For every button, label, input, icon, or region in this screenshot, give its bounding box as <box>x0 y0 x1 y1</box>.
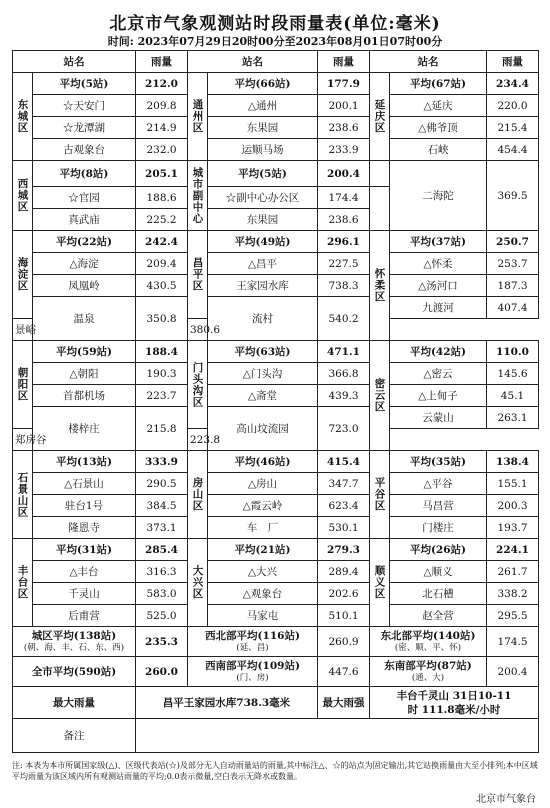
station-header: 站名 <box>188 51 318 73</box>
district-average: 平均(67站) <box>390 73 487 95</box>
table-row <box>13 341 539 363</box>
rainfall-value: 316.3 <box>136 561 188 583</box>
station-name: △佛爷顶 <box>390 117 487 139</box>
rainfall-value: 250.7 <box>487 231 539 253</box>
district-label: 大兴区 <box>188 539 208 627</box>
station-name: △霞云岭 <box>208 495 318 517</box>
rainfall-value: 439.3 <box>318 385 370 407</box>
table-row <box>13 517 539 539</box>
time-range: 时间: 2023年07月29日20时00分至2023年08月01日07时00分 <box>107 35 443 48</box>
station-name: 景峪 <box>13 319 33 341</box>
district-average: 平均(63站) <box>208 341 318 363</box>
district-label: 房山区 <box>188 451 208 539</box>
rainfall-value: 350.8 <box>136 297 188 341</box>
district-label: 石景山区 <box>13 451 33 539</box>
region-average <box>13 657 136 687</box>
station-name: △密云 <box>390 363 487 385</box>
rainfall-value: 242.4 <box>136 231 188 253</box>
rainfall-value: 289.4 <box>318 561 370 583</box>
district-average: 平均(21站) <box>208 539 318 561</box>
rainfall-value: 347.7 <box>318 473 370 495</box>
rainfall-value: 110.0 <box>487 341 539 363</box>
table-row <box>13 95 539 117</box>
district-label <box>370 161 390 187</box>
rainfall-value: 188.4 <box>136 341 188 363</box>
rainfall-value: 253.7 <box>487 253 539 275</box>
rainfall-value: 623.4 <box>318 495 370 517</box>
region-label: 西北部平均(116站) <box>205 629 300 642</box>
station-name: △昌平 <box>208 253 318 275</box>
station-name: 首都机场 <box>33 385 136 407</box>
station-name: 九渡河 <box>390 297 487 319</box>
region-label: 东北部平均(140站) <box>380 629 476 642</box>
table-row <box>13 117 539 139</box>
region-districts: (密、顺、平、怀) <box>394 642 462 653</box>
rainfall-value: 238.6 <box>318 209 370 231</box>
table-row <box>13 561 539 583</box>
rain-header: 雨量 <box>487 51 539 73</box>
station-name: ☆官园 <box>33 187 136 209</box>
district-label: 平谷区 <box>370 451 390 539</box>
rainfall-value: 138.4 <box>487 451 539 473</box>
station-name: △门头沟 <box>208 363 318 385</box>
rainfall-value: 407.4 <box>487 297 539 319</box>
rainfall-value: 430.5 <box>136 275 188 297</box>
region-districts: (通、大) <box>411 672 445 683</box>
station-name: △朝阳 <box>33 363 136 385</box>
station-name: 温泉 <box>33 297 136 341</box>
station-name: 车 厂 <box>208 517 318 539</box>
rainfall-value: 227.5 <box>318 253 370 275</box>
rainfall-value: 373.1 <box>136 517 188 539</box>
station-name: ☆天安门 <box>33 95 136 117</box>
region-average <box>370 657 487 687</box>
rainfall-value: 234.4 <box>487 73 539 95</box>
table-row <box>13 495 539 517</box>
rainfall-value: 290.5 <box>136 473 188 495</box>
summary-row <box>13 627 539 657</box>
station-name: △海淀 <box>33 253 136 275</box>
table-row <box>13 363 539 385</box>
region-average <box>188 627 318 657</box>
rainfall-value: 510.1 <box>318 605 370 627</box>
summary-row <box>13 657 539 687</box>
station-name: 北石槽 <box>390 583 487 605</box>
rainfall-value: 338.2 <box>487 583 539 605</box>
district-average: 平均(49站) <box>208 231 318 253</box>
region-average-value: 235.3 <box>136 627 188 657</box>
rainfall-value: 369.5 <box>487 161 539 231</box>
station-name: 千灵山 <box>33 583 136 605</box>
table-row <box>13 473 539 495</box>
max-rain-label: 最大雨量 <box>13 687 136 719</box>
station-name: ☆龙潭湖 <box>33 117 136 139</box>
rainfall-value: 224.1 <box>487 539 539 561</box>
rainfall-value: 190.3 <box>136 363 188 385</box>
rainfall-value: 187.3 <box>487 275 539 297</box>
district-average: 平均(37站) <box>390 231 487 253</box>
station-name: △观象台 <box>208 583 318 605</box>
station-name: 运顺马场 <box>208 139 318 161</box>
station-name: △丰台 <box>33 561 136 583</box>
district-average: 平均(31站) <box>33 539 136 561</box>
rainfall-value: 263.1 <box>487 407 539 429</box>
station-name: 楼梓庄 <box>33 407 136 451</box>
station-name: △顺义 <box>390 561 487 583</box>
rainfall-value: 415.4 <box>318 451 370 473</box>
rainfall-value: 200.1 <box>318 95 370 117</box>
rainfall-value: 540.2 <box>318 297 370 341</box>
rainfall-value: 200.4 <box>318 161 370 187</box>
station-name: 郑房谷 <box>13 429 33 451</box>
remarks-row <box>13 719 539 753</box>
rainfall-value: 212.0 <box>136 73 188 95</box>
station-name: 马昌营 <box>390 495 487 517</box>
district-label: 延庆区 <box>370 73 390 161</box>
maximum-row <box>13 687 539 719</box>
rainfall-value: 738.3 <box>318 275 370 297</box>
station-name: △大兴 <box>208 561 318 583</box>
intensity-line-1: 丰台千灵山 31日10-11 <box>396 689 512 702</box>
table-row <box>13 253 539 275</box>
station-name: 门楼庄 <box>390 517 487 539</box>
station-name: 石峡 <box>390 139 487 161</box>
rainfall-value: 193.7 <box>487 517 539 539</box>
table-header-row <box>13 51 539 73</box>
rainfall-value: 525.0 <box>136 605 188 627</box>
district-label: 门头沟区 <box>188 341 208 429</box>
region-label: 城区平均(138站) <box>31 629 117 642</box>
max-rain-value: 昌平王家园水库738.3毫米 <box>136 687 318 719</box>
region-label: 东南部平均(87站) <box>384 659 472 672</box>
station-name: 东果园 <box>208 117 318 139</box>
station-name: 马家屯 <box>208 605 318 627</box>
rainfall-value: 214.9 <box>136 117 188 139</box>
region-districts: (延、昌) <box>236 642 269 653</box>
station-name: △平谷 <box>390 473 487 495</box>
rainfall-value: 177.9 <box>318 73 370 95</box>
station-name: 东果园 <box>208 209 318 231</box>
station-name: △怀柔 <box>390 253 487 275</box>
rainfall-value: 209.4 <box>136 253 188 275</box>
rainfall-value: 205.1 <box>136 161 188 187</box>
rainfall-value: 471.1 <box>318 341 370 363</box>
max-intensity-value <box>370 687 539 719</box>
station-name: 古观象台 <box>33 139 136 161</box>
table-row <box>13 451 539 473</box>
station-name: 后甫营 <box>33 605 136 627</box>
rainfall-table <box>12 50 539 753</box>
station-name: 二海陀 <box>390 161 487 231</box>
region-average <box>13 627 136 657</box>
table-row <box>13 605 539 627</box>
rainfall-value: 188.6 <box>136 187 188 209</box>
station-name: 赵全营 <box>390 605 487 627</box>
region-average-value: 260.0 <box>136 657 188 687</box>
rainfall-value: 215.8 <box>136 407 188 451</box>
region-districts: (门、房) <box>236 672 269 683</box>
region-average-value: 260.9 <box>318 627 370 657</box>
district-label: 顺义区 <box>370 539 390 627</box>
station-name: △汤河口 <box>390 275 487 297</box>
rainfall-value: 209.8 <box>136 95 188 117</box>
rainfall-value: 530.1 <box>318 517 370 539</box>
district-average: 平均(5站) <box>33 73 136 95</box>
district-label: 昌平区 <box>188 231 208 319</box>
rainfall-value: 261.7 <box>487 561 539 583</box>
footnote: 注: 本表为本市所属国家级(△)、区级代表站(☆)及部分无人自动雨量站的雨量,其中标注△、☆的站点为固定输出,其它站换雨量由大至小排列;本中区域平均雨量为该区域内所有观测站雨量的平均;0.0表示微量,空白表示无降水或数量。 <box>12 761 538 781</box>
rainfall-value: 174.4 <box>318 187 370 209</box>
table-row <box>13 539 539 561</box>
max-intensity-label: 最大雨强 <box>318 687 370 719</box>
rainfall-value: 295.5 <box>487 605 539 627</box>
district-average: 平均(42站) <box>390 341 487 363</box>
rainfall-value: 200.3 <box>487 495 539 517</box>
station-name: 驻台1号 <box>33 495 136 517</box>
district-average: 平均(5站) <box>208 161 318 187</box>
rainfall-value: 232.0 <box>136 139 188 161</box>
region-average <box>370 627 487 657</box>
district-label: 东城区 <box>13 73 33 161</box>
station-name: 流村 <box>208 297 318 341</box>
rainfall-value: 215.4 <box>487 117 539 139</box>
rainfall-value: 296.1 <box>318 231 370 253</box>
station-header: 站名 <box>370 51 487 73</box>
rainfall-value: 202.6 <box>318 583 370 605</box>
page-title: 北京市气象观测站时段雨量表(单位:毫米) <box>109 14 441 34</box>
table-row <box>13 139 539 161</box>
district-average: 平均(35站) <box>390 451 487 473</box>
remarks-content <box>136 719 539 753</box>
rainfall-value: 233.9 <box>318 139 370 161</box>
station-name: ☆副中心办公区 <box>208 187 318 209</box>
station-name: 隆恩寺 <box>33 517 136 539</box>
district-label: 怀柔区 <box>370 231 390 341</box>
region-districts: (朝、海、丰、石、东、西) <box>23 642 125 653</box>
station-name: 王家园水库 <box>208 275 318 297</box>
district-label: 海淀区 <box>13 231 33 319</box>
table-row <box>13 161 539 187</box>
rainfall-value: 384.5 <box>136 495 188 517</box>
station-name: 云蒙山 <box>390 407 487 429</box>
station-name: 高山坟流园 <box>208 407 318 451</box>
intensity-line-2: 时 111.8毫米/小时 <box>407 703 501 716</box>
region-label: 西南部平均(109站) <box>205 659 300 672</box>
rainfall-value: 285.4 <box>136 539 188 561</box>
rainfall-value: 583.0 <box>136 583 188 605</box>
region-average-value: 200.4 <box>487 657 539 687</box>
district-average: 平均(8站) <box>33 161 136 187</box>
station-header: 站名 <box>13 51 136 73</box>
table-row <box>13 297 539 319</box>
district-average: 平均(13站) <box>33 451 136 473</box>
rainfall-value: 380.6 <box>188 319 208 341</box>
district-label: 西城区 <box>13 161 33 231</box>
table-row <box>13 385 539 407</box>
rainfall-value: 238.6 <box>318 117 370 139</box>
district-label: 通州区 <box>188 73 208 161</box>
rainfall-value: 155.1 <box>487 473 539 495</box>
region-average-value: 174.5 <box>487 627 539 657</box>
rainfall-value: 723.0 <box>318 407 370 451</box>
remarks-label: 备注 <box>13 719 136 753</box>
organization: 北京市气象台 <box>476 794 536 805</box>
station-name: 真武庙 <box>33 209 136 231</box>
district-label: 城市副中心 <box>188 161 208 231</box>
region-label: 全市平均(590站) <box>31 665 117 678</box>
rain-header: 雨量 <box>136 51 188 73</box>
rainfall-value: 225.2 <box>136 209 188 231</box>
table-row <box>13 407 539 429</box>
station-name: 凤凰岭 <box>33 275 136 297</box>
rainfall-value: 45.1 <box>487 385 539 407</box>
rainfall-value: 279.3 <box>318 539 370 561</box>
rain-header: 雨量 <box>318 51 370 73</box>
rainfall-value: 454.4 <box>487 139 539 161</box>
district-average: 平均(22站) <box>33 231 136 253</box>
station-name: △通州 <box>208 95 318 117</box>
rainfall-value: 333.9 <box>136 451 188 473</box>
district-average: 平均(46站) <box>208 451 318 473</box>
district-average: 平均(26站) <box>390 539 487 561</box>
station-name: △上甸子 <box>390 385 487 407</box>
table-row <box>13 583 539 605</box>
rainfall-value: 366.8 <box>318 363 370 385</box>
rainfall-value: 223.8 <box>188 429 208 451</box>
district-average: 平均(66站) <box>208 73 318 95</box>
rainfall-value: 220.0 <box>487 95 539 117</box>
station-name: △房山 <box>208 473 318 495</box>
station-name: △斋堂 <box>208 385 318 407</box>
station-name: △石景山 <box>33 473 136 495</box>
district-label: 密云区 <box>370 341 390 451</box>
station-name: △延庆 <box>390 95 487 117</box>
region-average-value: 447.6 <box>318 657 370 687</box>
rainfall-value: 223.7 <box>136 385 188 407</box>
table-row <box>13 231 539 253</box>
rainfall-value: 145.6 <box>487 363 539 385</box>
table-row <box>13 275 539 297</box>
district-label: 朝阳区 <box>13 341 33 429</box>
district-label: 丰台区 <box>13 539 33 627</box>
district-average: 平均(59站) <box>33 341 136 363</box>
table-row <box>13 73 539 95</box>
region-average <box>188 657 318 687</box>
